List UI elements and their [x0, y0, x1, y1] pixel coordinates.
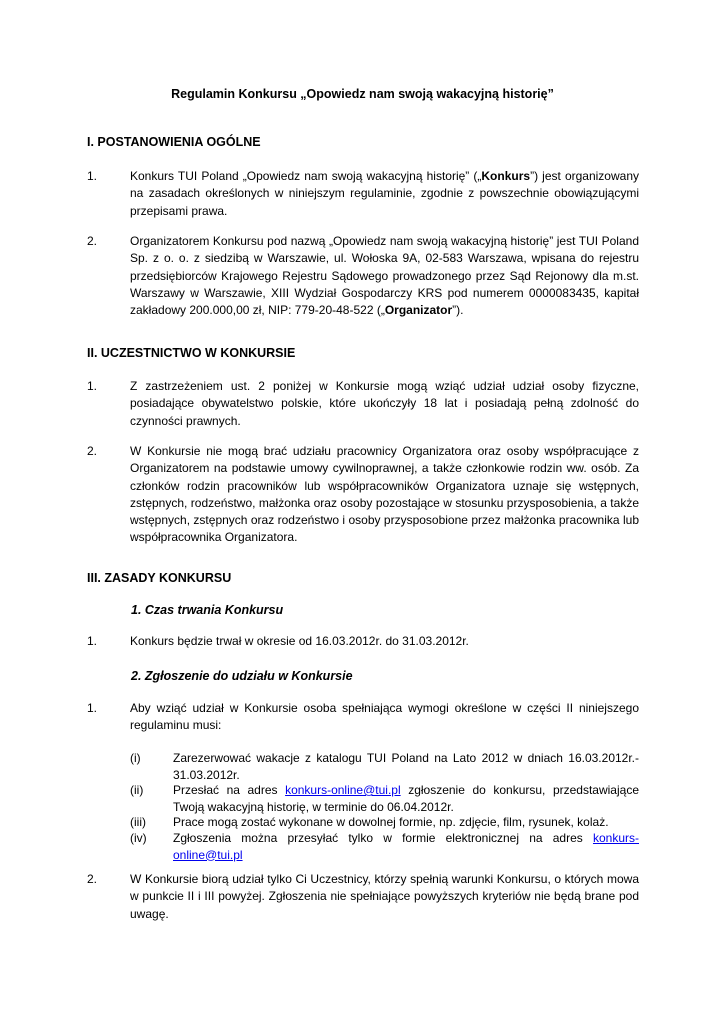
- entry-subitem-i: [130, 750, 639, 783]
- subitem-text: Prace mogą zostać wykonane w dowolnej formie, np. zdjęcie, film, rysunek, kolaż.: [173, 815, 609, 829]
- item-text: Z zastrzeżeniem ust. 2 poniżej w Konkursie mogą wziąć udział udział osoby fizyczne, posiadające obywatelstwo polskie, które ukończyły 18 lat i posiadają pełną zdolność do czynności prawnych.: [130, 379, 639, 428]
- subitem-number: (i): [130, 751, 141, 765]
- subitem-text: Zarezerwować wakacje z katalogu TUI Poland na Lato 2012 w dniach 16.03.2012r.- 31.03.2012r.: [173, 751, 639, 782]
- item-number: 1.: [87, 701, 98, 715]
- section-heading-general-provisions: I. POSTANOWIENIA OGÓLNE: [87, 135, 261, 149]
- general-provisions-item-2: [87, 233, 639, 319]
- subheading-entry: 2. Zgłoszenie do udziału w Konkursie: [131, 669, 353, 683]
- subitem-text: Zgłoszenia można przesyłać tylko w formie elektronicznej na adres konkurs-online@tui.pl: [173, 831, 639, 862]
- entry-subitem-iii: [130, 814, 639, 831]
- general-provisions-item-1: [87, 168, 639, 220]
- entry-item-1: [87, 700, 639, 735]
- section-heading-contest-rules: III. ZASADY KONKURSU: [87, 571, 232, 585]
- item-text: Konkurs TUI Poland „Opowiedz nam swoją wakacyjną historię” („Konkurs”) jest organizowany na zasadach określonych w niniejszym regulaminie, zgodnie z powszechnie obowiązującymi przepisami prawa.: [130, 169, 639, 218]
- defined-term-konkurs: Konkurs: [481, 169, 531, 183]
- subheading-duration: 1. Czas trwania Konkursu: [131, 603, 284, 617]
- entry-item-2: [87, 871, 639, 923]
- item-number: 1.: [87, 169, 98, 183]
- subitem-number: (iii): [130, 815, 146, 829]
- item-text: W Konkursie biorą udział tylko Ci Uczestnicy, którzy spełnią warunki Konkursu, o których mowa w punkcie II i III powyżej. Zgłoszenia nie spełniające powyższych kryteriów nie będą brane pod uwagę.: [130, 872, 639, 921]
- subitem-text: Przesłać na adres konkurs-online@tui.pl zgłoszenie do konkursu, przedstawiające Twoją wakacyjną historię, w terminie do 06.04.2012r.: [173, 783, 639, 814]
- defined-term-organizator: Organizator: [384, 303, 453, 318]
- email-link[interactable]: konkurs-online@tui.pl: [285, 783, 401, 797]
- item-number: 1.: [87, 634, 98, 648]
- item-number: 1.: [87, 379, 98, 393]
- item-number: 2.: [87, 234, 98, 248]
- duration-item-1: [87, 633, 639, 650]
- subitem-number: (ii): [130, 783, 144, 797]
- document-title: Regulamin Konkursu „Opowiedz nam swoją wakacyjną historię”: [171, 87, 554, 101]
- item-text: Konkurs będzie trwał w okresie od 16.03.2012r. do 31.03.2012r.: [130, 634, 469, 648]
- item-text: Organizatorem Konkursu pod nazwą „Opowiedz nam swoją wakacyjną historię” jest TUI Poland Sp. z o. o. z siedzibą w Warszawie, ul. Wołoska 9A, 02-583 Warszawa, wpisana do rejestru przedsiębiorców Krajowego Rejestru Sądowego prowadzonego przez Sąd Rejonowy dla m.st. Warszawy w Warszawie, XIII Wydział Gospodarczy KRS pod numerem 0000083435, kapitał zakładowy 200.000,00 zł, NIP: 779-20-48-522 („Organizator”).: [130, 234, 639, 318]
- participation-item-2: [87, 443, 639, 547]
- subitem-number: (iv): [130, 831, 147, 845]
- item-number: 2.: [87, 444, 98, 458]
- item-text: Aby wziąć udział w Konkursie osoba spełniająca wymogi określone w części II niniejszego regulaminu musi:: [130, 701, 639, 733]
- email-link[interactable]: konkurs-online@tui.pl: [173, 831, 639, 862]
- entry-subitem-iv: [130, 830, 639, 863]
- participation-item-1: [87, 378, 639, 430]
- section-heading-participation: II. UCZESTNICTWO W KONKURSIE: [87, 346, 296, 360]
- item-text: W Konkursie nie mogą brać udziału pracownicy Organizatora oraz osoby współpracujące z Organizatorem na podstawie umowy cywilnoprawnej, a także członkowie rodzin ww. osób. Za członków rodzin pracowników lub współpracowników Organizatora uznaje się wstępnych, zstępnych, rodzeństwo, małżonka oraz osoby pozostające w stosunku przysposobienia, a także wstępnych, zstępnych oraz rodzeństwo i osoby przysposobione przez małżonka pracownika lub współpracownika Organizatora.: [130, 444, 639, 545]
- item-number: 2.: [87, 872, 98, 886]
- entry-subitem-ii: [130, 782, 639, 815]
